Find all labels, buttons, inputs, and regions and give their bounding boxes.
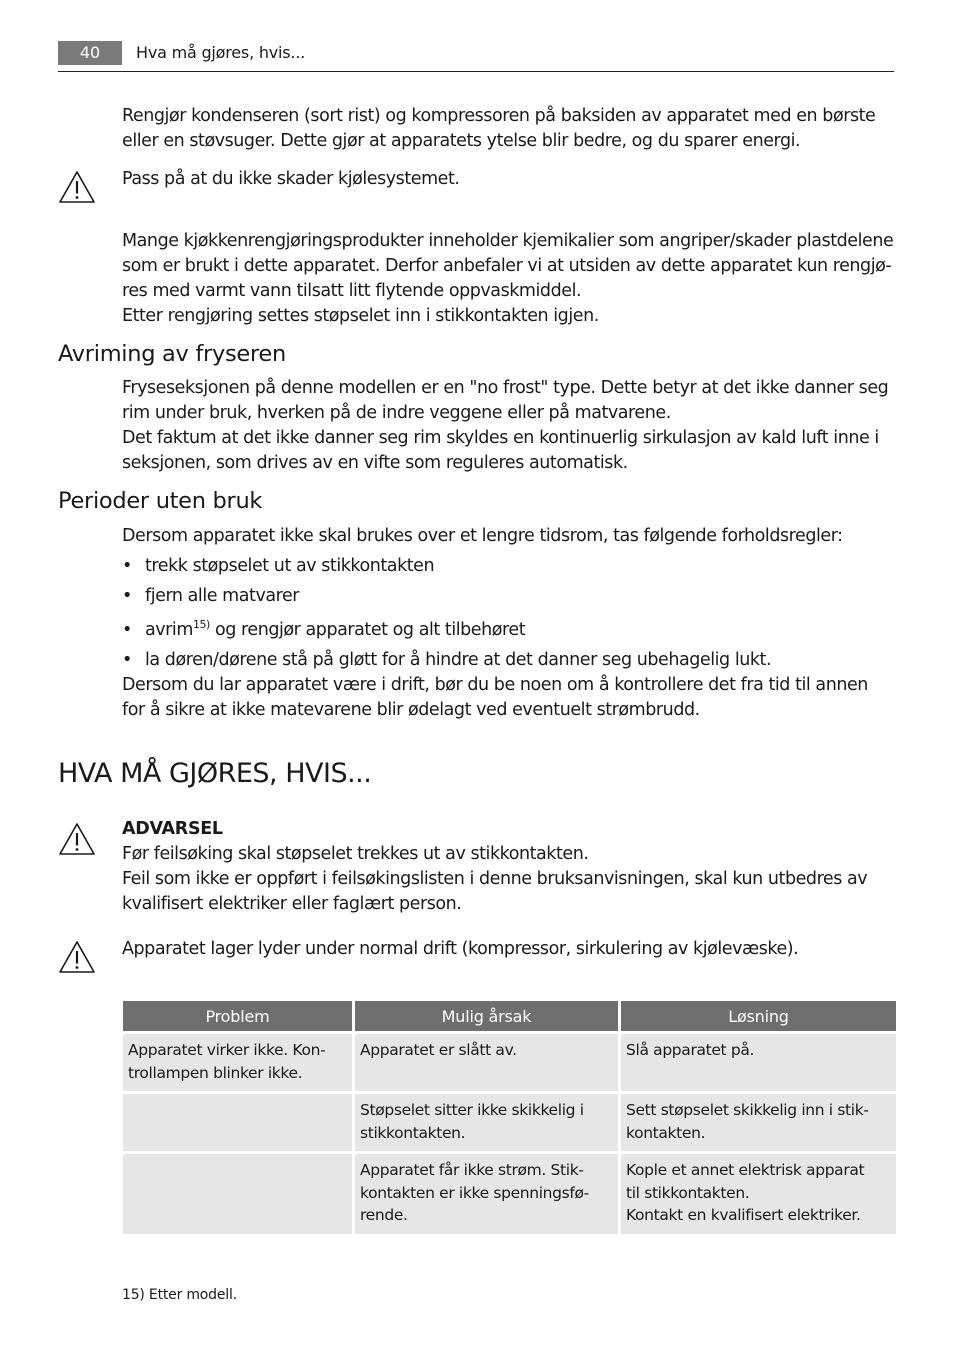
- cell-solution: Slå apparatet på.: [621, 1034, 896, 1091]
- warning-icon: [58, 170, 96, 204]
- heading-unused: Perioder uten bruk: [58, 488, 263, 514]
- running-title: Hva må gjøres, hvis...: [136, 43, 306, 62]
- column-header-problem: Problem: [123, 1001, 352, 1031]
- warning-block: ADVARSEL Før feilsøking skal støpselet trekkes ut av stikkontakten. Feil som ikke er oppført i feilsøkingslisten i denne bruksanvisningen, skal kun utbedres av kvalifisert elektriker eller faglært person.: [122, 819, 868, 914]
- page-header: [58, 40, 894, 72]
- column-header-solution: Løsning: [621, 1001, 896, 1031]
- intro-paragraph-1: Rengjør kondenseren (sort rist) og kompressoren på baksiden av apparatet med en børste eller en støvsuger. Dette gjør at apparatets ytelse blir bedre, og du sparer energi.: [122, 106, 876, 151]
- cell-problem: Apparatet virker ikke. Kon- trollampen blinker ikke.: [123, 1034, 352, 1091]
- list-item: • fjern alle matvarer: [122, 586, 300, 606]
- footnote-ref: 15): [192, 618, 210, 631]
- list-item: • avrim$^{15)}$ og rengjør apparatet og alt tilbehøret: [122, 618, 526, 640]
- table-header-row: [123, 1001, 896, 1031]
- note-text: Apparatet lager lyder under normal drift (kompressor, sirkulering av kjølevæske).: [122, 939, 799, 959]
- cell-cause: Apparatet får ikke strøm. Stik- kontakten er ikke spenningsfø- rende.: [355, 1154, 618, 1234]
- cell-solution: Kople et annet elektrisk apparat til stikkontakten. Kontakt en kvalifisert elektriker.: [621, 1154, 896, 1234]
- cell-problem: [123, 1094, 352, 1151]
- unused-intro: Dersom apparatet ikke skal brukes over et lengre tidsrom, tas følgende forholdsregler:: [122, 526, 843, 546]
- heading-defrost: Avriming av fryseren: [58, 341, 286, 367]
- page-number: 40: [58, 41, 122, 65]
- cell-cause: Støpselet sitter ikke skikkelig i stikkontakten.: [355, 1094, 618, 1151]
- warning-title: ADVARSEL: [122, 819, 223, 839]
- column-header-cause: Mulig årsak: [355, 1001, 618, 1031]
- table-row: [123, 1034, 896, 1091]
- warning-text-1: Pass på at du ikke skader kjølesystemet.: [122, 169, 460, 189]
- defrost-paragraph: Fryseseksjonen på denne modellen er en "no frost" type. Dette betyr at det ikke danner seg rim under bruk, hverken på de indre veggene eller på matvarene. Det faktum at det ikke danner seg rim skyldes en kontinuerlig sirkulasjon av kald luft inne i seksjonen, som drives av en vifte som reguleres automatisk.: [122, 378, 889, 473]
- list-item: • la døren/dørene stå på gløtt for å hindre at det danner seg ubehagelig lukt.: [122, 650, 772, 670]
- cell-cause: Apparatet er slått av.: [355, 1034, 618, 1091]
- warning-icon: [58, 940, 96, 974]
- footnote: 15) Etter modell.: [122, 1287, 237, 1303]
- section-title: HVA MÅ GJØRES, HVIS...: [58, 758, 372, 789]
- unused-outro: Dersom du lar apparatet være i drift, bør du be noen om å kontrollere det fra tid til annen for å sikre at ikke matevarene blir ødelagt ved eventuelt strømbrudd.: [122, 675, 868, 720]
- list-item: • trekk støpselet ut av stikkontakten: [122, 556, 435, 576]
- table-row: [123, 1154, 896, 1234]
- table-row: [123, 1094, 896, 1151]
- troubleshooting-table: [120, 998, 899, 1237]
- cell-problem: [123, 1154, 352, 1234]
- intro-paragraph-2: Mange kjøkkenrengjøringsprodukter inneholder kjemikalier som angriper/skader plastdelene som er brukt i dette apparatet. Derfor anbefaler vi at utsiden av dette apparatet kun rengjø- res med varmt vann tilsatt litt flytende oppvaskmiddel. Etter rengjøring settes støpselet inn i stikkontakten igjen.: [122, 231, 894, 326]
- warning-icon: [58, 822, 96, 856]
- cell-solution: Sett støpselet skikkelig inn i stik- kontakten.: [621, 1094, 896, 1151]
